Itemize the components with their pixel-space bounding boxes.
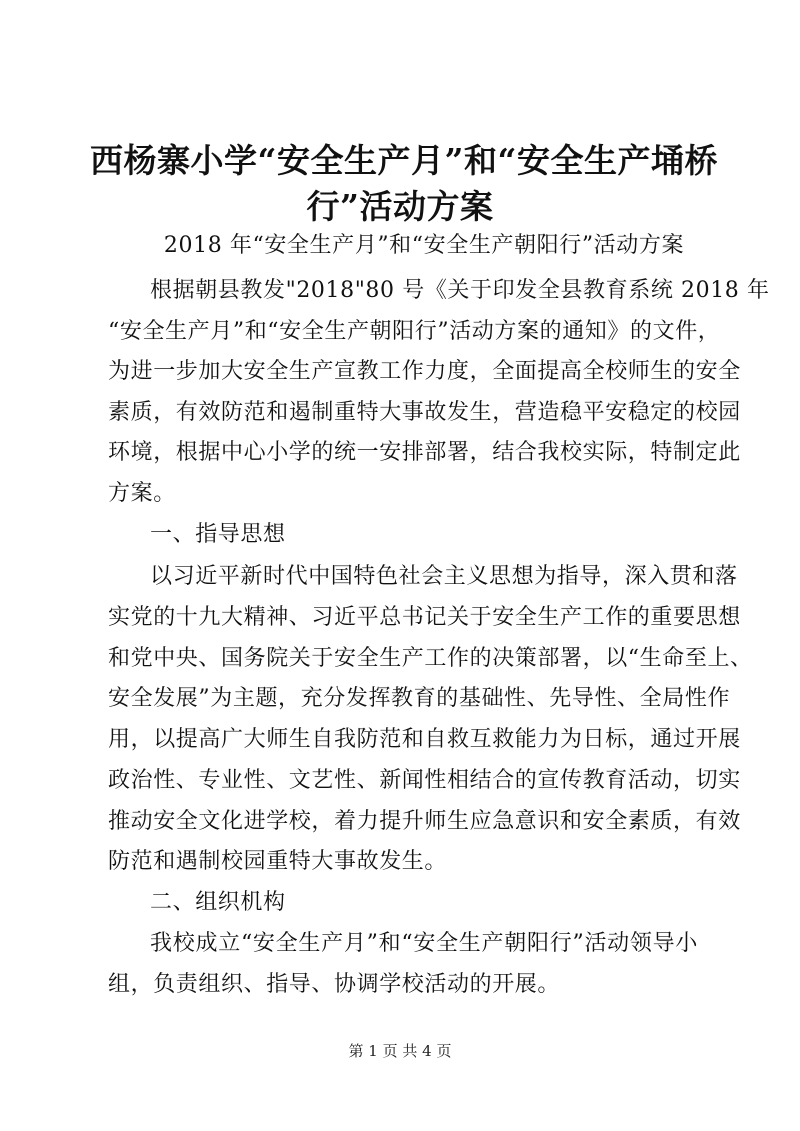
paragraph-line: 安全发展”为主题，充分发挥教育的基础性、先导性、全局性作 [108, 686, 731, 711]
paragraph-line: 防范和遇制校园重特大事故发生。 [108, 849, 448, 874]
paragraph-line: 和党中央、国务院关于安全生产工作的决策部署，以“生命至上、 [108, 646, 753, 671]
paragraph-line: 用，以提高广大师生自我防范和自救互救能力为日标，通过开展 [108, 727, 741, 752]
paragraph-line: 素质，有效防范和遏制重特大事故发生，营造稳平安稳定的校园 [108, 400, 741, 425]
paragraph-line: 环境，根据中心小学的统一安排部署，结合我校实际，特制定此 [108, 440, 741, 465]
paragraph-line: 根据朝县教发"2018"80 号《关于印发全县教育系统 2018 年 [150, 278, 770, 303]
paragraph-line: “安全生产月”和“安全生产朝阳行”活动方案的通知》的文件， [108, 319, 721, 344]
paragraph-line: 我校成立“安全生产月”和“安全生产朝阳行”活动领导小 [150, 931, 698, 956]
paragraph-line: 实党的十九大精神、习近平总书记关于安全生产工作的重要思想 [108, 605, 741, 630]
page-number-footer: 第 1 页 共 4 页 [348, 1042, 452, 1060]
paragraph-line: 推动安全文化进学校，着力提升师生应急意识和安全素质，有效 [108, 809, 741, 834]
paragraph-line: 组，负责组织、指导、协调学校活动的开展。 [108, 972, 561, 997]
paragraph-line: 以习近平新时代中国特色社会主义思想为指导，深入贯和落 [150, 564, 738, 589]
section-heading-guiding-ideology: 一、指导思想 [150, 522, 286, 547]
paragraph-line: 政治性、专业性、文艺性、新闻性相结合的宣传教育活动，切实 [108, 768, 741, 793]
document-title-line-1: 西杨寨小学“安全生产月”和“安全生产埇桥 [90, 141, 718, 180]
document-subtitle: 2018 年“安全生产月”和“安全生产朝阳行”活动方案 [163, 233, 685, 258]
paragraph-line: 为进一步加大安全生产宣教工作力度，全面提高全校师生的安全 [108, 359, 741, 384]
paragraph-line: 方案。 [108, 481, 176, 506]
section-heading-organization: 二、组织机构 [150, 890, 286, 915]
document-title-line-2: 行”活动方案 [306, 187, 494, 226]
